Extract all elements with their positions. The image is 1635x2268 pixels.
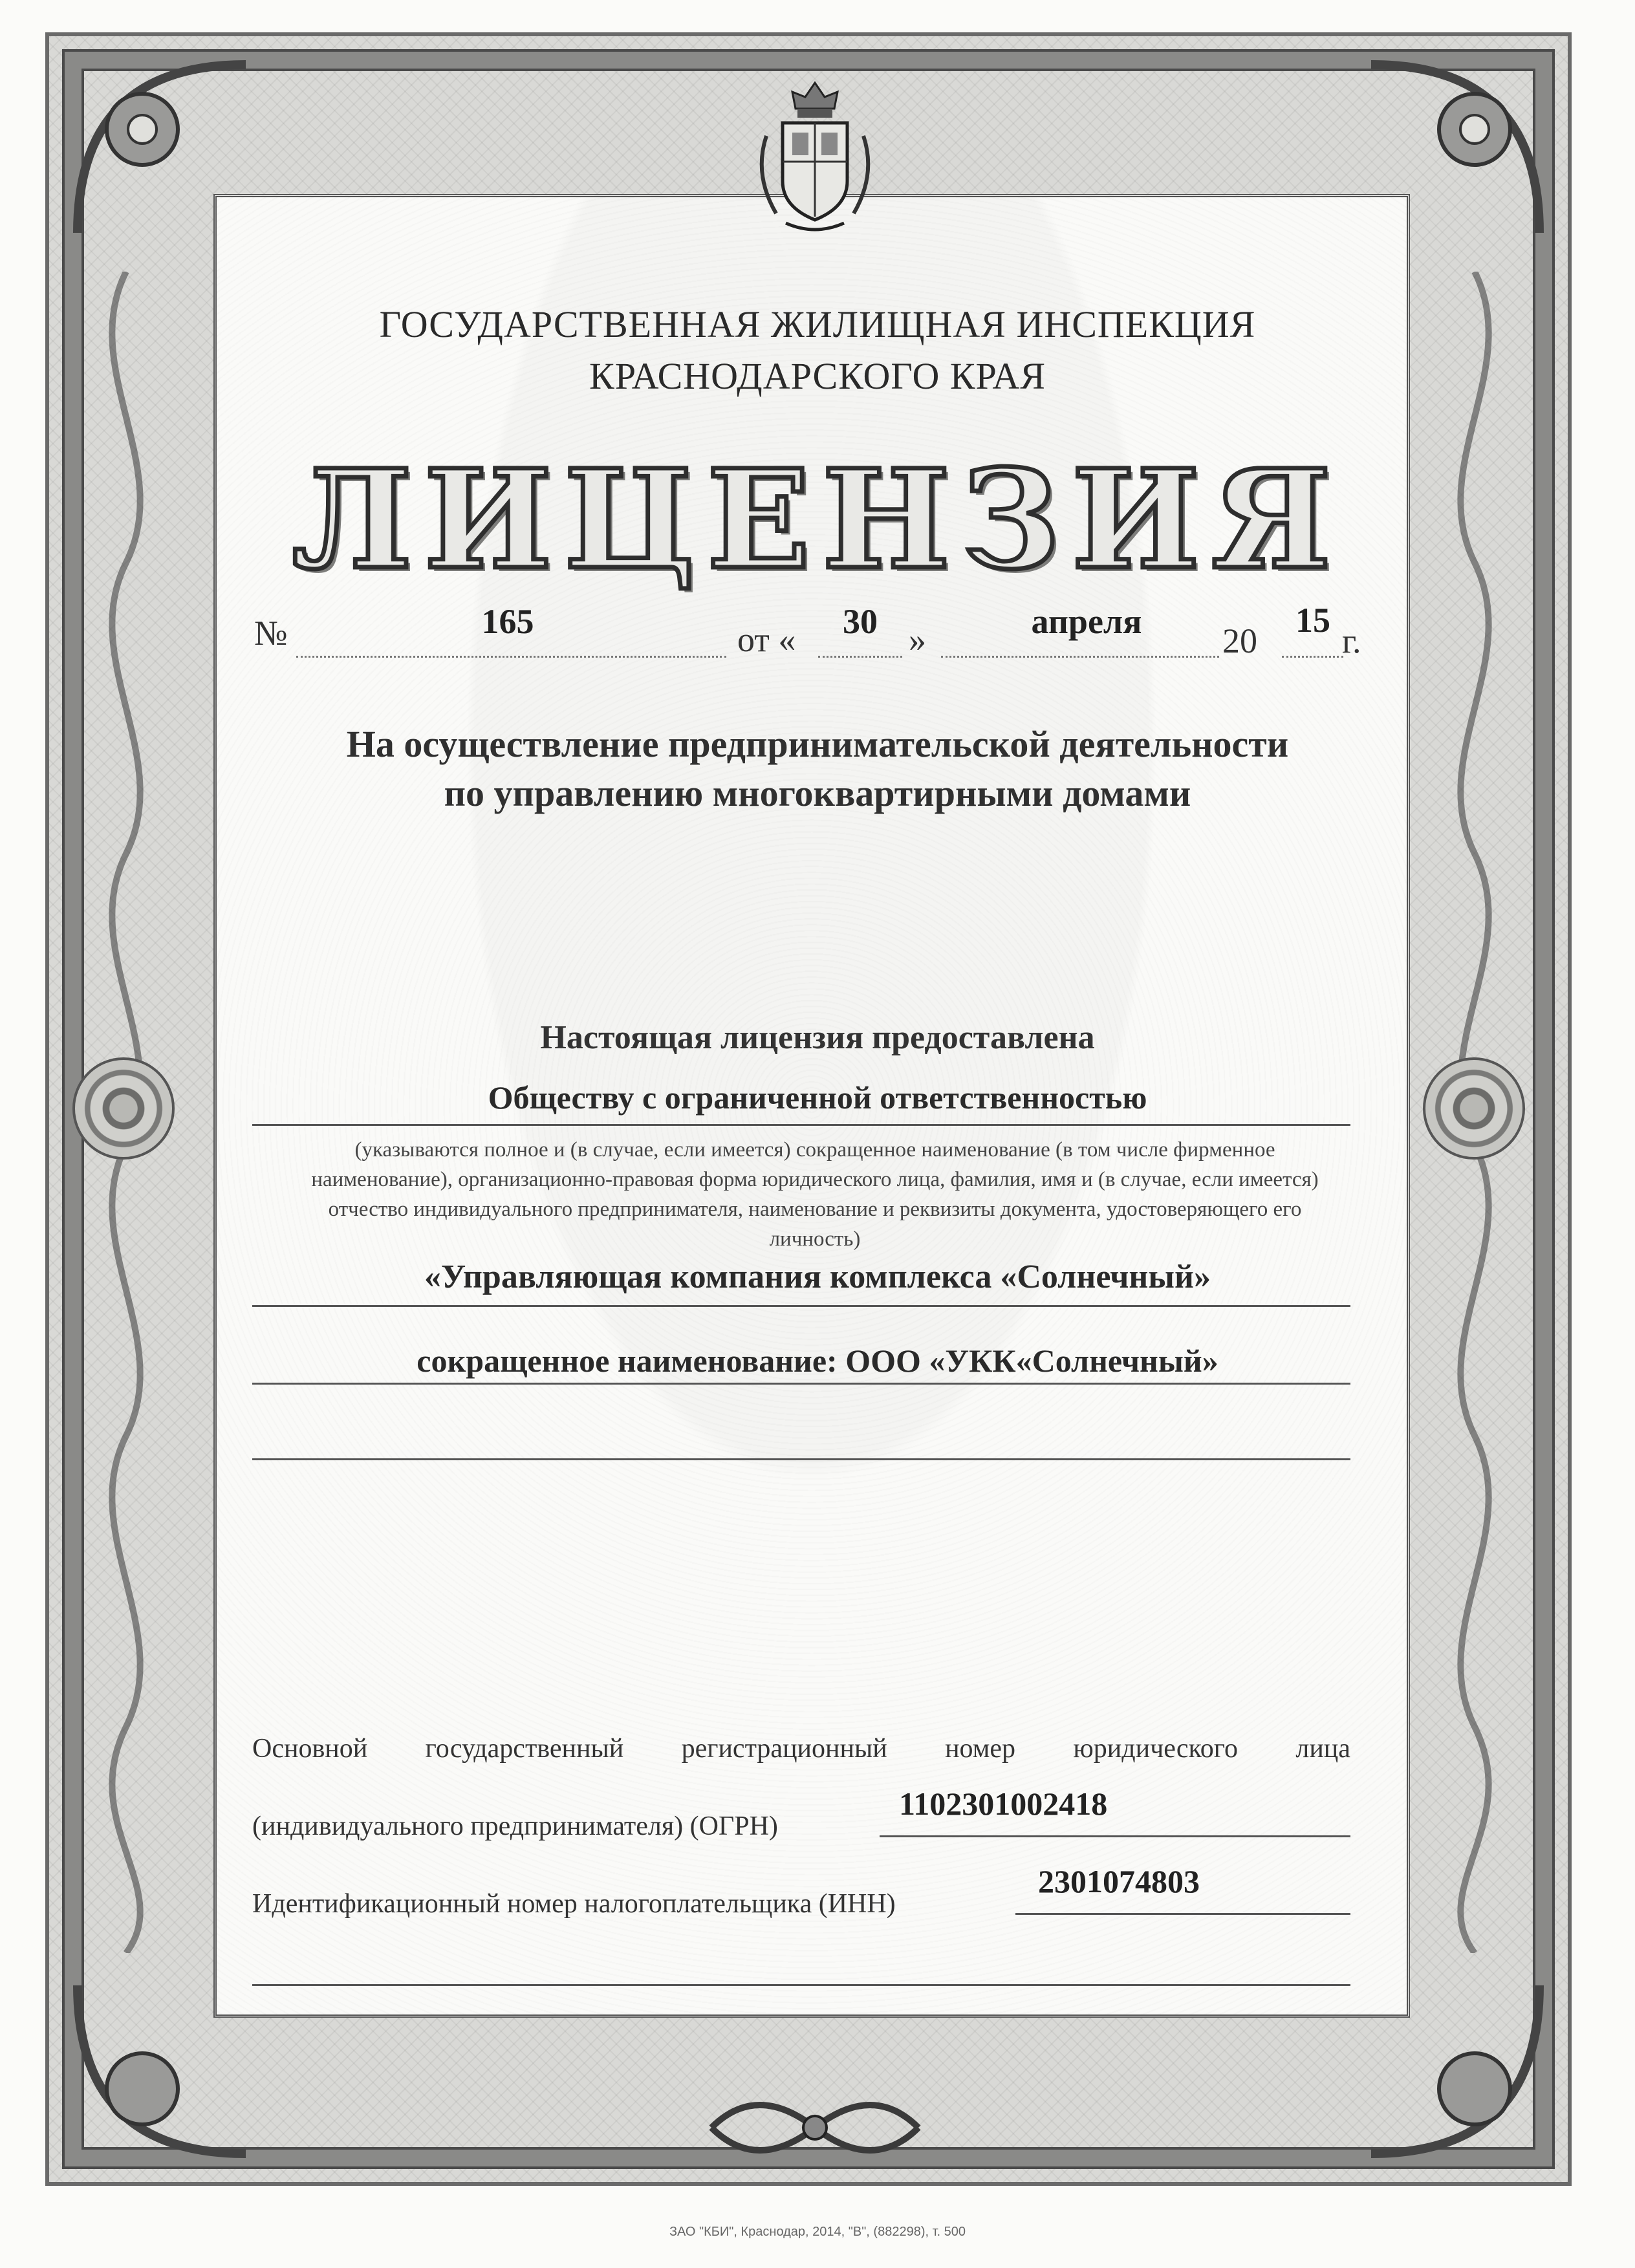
year-unit: г. [1342, 621, 1361, 660]
printer-imprint: ЗАО "КБИ", Краснодар, 2014, "В", (882298), т. 500 [669, 2225, 966, 2239]
ogrn-value: 1102301002418 [899, 1786, 1108, 1822]
ogrn-word: лица [1295, 1734, 1350, 1764]
field-hint: (указываются полное и (в случае, если имеется) сокращенное наименование (в том числе фирменное наименование), организационно-правовая форма юридического лица, фамилия, имя и (в случае, если имеется) отчество индивидуального предпринимателя, наименование и реквизиты документа, удостоверяющего его личность) [311, 1138, 1319, 1251]
month-dotted-line [941, 656, 1219, 658]
organization-short-name: сокращенное наименование: ООО «УКК«Солнечный» [417, 1343, 1218, 1379]
ogrn-word: номер [945, 1734, 1015, 1764]
issuing-authority-line2: КРАСНОДАРСКОГО КРАЯ [589, 355, 1046, 397]
license-number: 165 [481, 602, 534, 641]
license-month: апреля [1031, 602, 1142, 641]
organization-name: «Управляющая компания комплекса «Солнечный» [424, 1258, 1211, 1295]
license-day: 30 [843, 602, 878, 641]
year-prefix: 20 [1222, 621, 1257, 660]
number-dotted-line [296, 656, 726, 658]
day-dotted-line [818, 656, 902, 658]
krasnodar-coat-of-arms-icon [747, 78, 883, 239]
ogrn-word: регистрационный [681, 1734, 887, 1764]
short-name-underline [252, 1383, 1350, 1385]
bottom-center-ornament [698, 2082, 931, 2173]
inn-underline [1015, 1913, 1350, 1915]
activity-subject-line1: На осуществление предпринимательской деятельности [346, 723, 1289, 765]
year-dotted-line [1282, 656, 1343, 658]
license-year: 15 [1295, 601, 1330, 640]
date-prefix: от « [737, 620, 796, 659]
ogrn-label-line1 [252, 1733, 1350, 1764]
ogrn-word: юридического [1073, 1734, 1238, 1764]
issuing-authority-line1: ГОСУДАРСТВЕННАЯ ЖИЛИЩНАЯ ИНСПЕКЦИЯ [379, 303, 1256, 345]
ogrn-word: Основной [252, 1734, 368, 1764]
number-sign: № [254, 614, 288, 653]
license-number-row [0, 601, 1635, 666]
ogrn-word: государственный [425, 1734, 624, 1764]
inn-label: Идентификационный номер налогоплательщика (ИНН) [252, 1889, 896, 1919]
activity-subject-line2: по управлению многоквартирными домами [444, 772, 1191, 814]
granted-to-label: Настоящая лицензия предоставлена [540, 1019, 1095, 1056]
document-title: ЛИЦЕНЗИЯ [292, 440, 1343, 599]
ogrn-underline [880, 1835, 1350, 1837]
blank-line-bottom [252, 1984, 1350, 1986]
organization-type: Обществу с ограниченной ответственностью [488, 1079, 1147, 1116]
org-name-underline [252, 1305, 1350, 1307]
day-close-quote: » [909, 620, 926, 659]
inn-value: 2301074803 [1038, 1863, 1200, 1899]
ogrn-label-line2: (индивидуального предпринимателя) (ОГРН) [252, 1811, 778, 1841]
blank-line [252, 1458, 1350, 1460]
org-type-underline [252, 1124, 1350, 1126]
